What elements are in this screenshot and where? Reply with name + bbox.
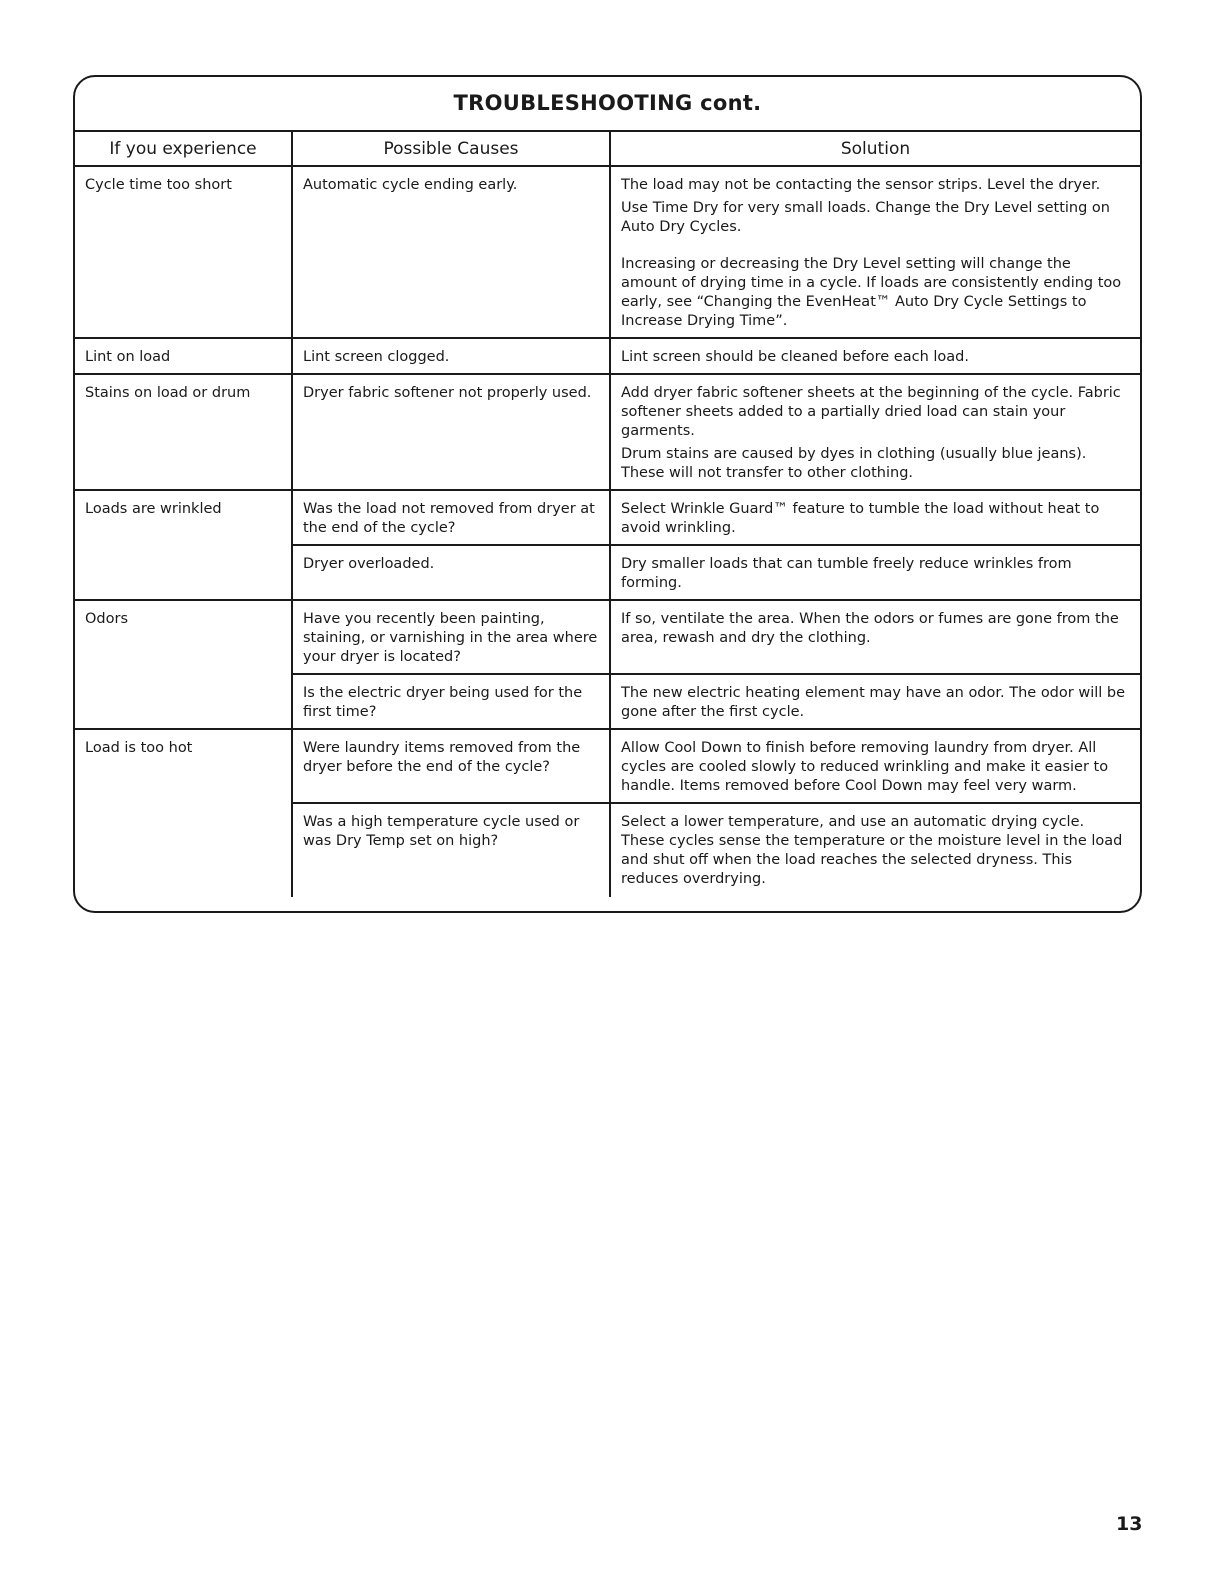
symptom-cell: Load is too hot <box>85 740 193 756</box>
table-row <box>75 374 1140 490</box>
page-number: 13 <box>1116 1513 1143 1535</box>
troubleshooting-panel <box>73 75 1142 913</box>
solution-text: Allow Cool Down to finish before removing laundry from dryer. All cycles are cooled slowly to reduced wrinkling and make it easier to handle. Items removed before Cool Down may feel very warm. <box>621 740 1109 794</box>
page-title: TROUBLESHOOTING cont. <box>75 77 1140 132</box>
solution-text: Use Time Dry for very small loads. Change the Dry Level setting on Auto Dry Cycles. <box>621 200 1110 235</box>
table-row <box>75 166 1140 338</box>
cause-cell: Is the electric dryer being used for the first time? <box>292 674 610 729</box>
column-header-solution: Solution <box>610 132 1140 166</box>
solution-text: Select a lower temperature, and use an automatic drying cycle. These cycles sense the temperature or the moisture level in the load and shut off when the load reaches the selected dryness. This reduces overdrying. <box>621 814 1123 887</box>
cause-cell: Dryer overloaded. <box>292 545 610 600</box>
symptom-cell: Odors <box>75 600 292 729</box>
symptom-cell: Stains on load or drum <box>75 374 292 490</box>
cause-cell: Have you recently been painting, staining, or varnishing in the area where your dryer is located? <box>292 600 610 674</box>
solution-cell <box>610 803 1140 897</box>
solution-text: Lint screen should be cleaned before each load. <box>621 349 969 365</box>
symptom-cell: Cycle time too short <box>75 166 292 338</box>
solution-text: Dry smaller loads that can tumble freely reduce wrinkles from forming. <box>621 556 1072 591</box>
table-row <box>75 338 1140 374</box>
solution-cell <box>610 729 1140 803</box>
solution-cell <box>610 545 1140 600</box>
column-header-causes: Possible Causes <box>292 132 610 166</box>
solution-cell <box>610 674 1140 729</box>
solution-text: Drum stains are caused by dyes in clothing (usually blue jeans). These will not transfer to other clothing. <box>621 446 1087 481</box>
solution-cell <box>610 374 1140 490</box>
symptom-cell: Loads are wrinkled <box>75 490 292 600</box>
solution-text: The load may not be contacting the sensor strips. Level the dryer. <box>621 177 1101 193</box>
solution-cell <box>610 490 1140 545</box>
table-row <box>75 729 1140 803</box>
troubleshooting-table <box>75 132 1140 897</box>
cause-cell: Was a high temperature cycle used or was Dry Temp set on high? <box>292 803 610 897</box>
cause-cell: Were laundry items removed from the dryer before the end of the cycle? <box>292 729 610 803</box>
cause-cell: Lint screen clogged. <box>292 338 610 374</box>
solution-cell <box>610 600 1140 674</box>
table-header-row <box>75 132 1140 166</box>
cause-cell: Automatic cycle ending early. <box>292 166 610 338</box>
solution-text: If so, ventilate the area. When the odors or fumes are gone from the area, rewash and dry the clothing. <box>621 611 1119 646</box>
solution-text: The new electric heating element may have an odor. The odor will be gone after the first cycle. <box>621 685 1126 720</box>
cause-cell: Was the load not removed from dryer at the end of the cycle? <box>292 490 610 545</box>
solution-text: Increasing or decreasing the Dry Level setting will change the amount of drying time in a cycle. If loads are consistently ending too early, see “Changing the EvenHeat™ Auto Dry Cycle Settings to Increase Drying Time”. <box>621 256 1122 329</box>
table-row <box>75 490 1140 545</box>
solution-cell <box>610 166 1140 338</box>
symptom-cell: Lint on load <box>75 338 292 374</box>
cause-cell: Dryer fabric softener not properly used. <box>292 374 610 490</box>
column-header-symptom: If you experience <box>75 132 292 166</box>
solution-cell <box>610 338 1140 374</box>
solution-text: Select Wrinkle Guard™ feature to tumble the load without heat to avoid wrinkling. <box>621 501 1100 536</box>
solution-text: Add dryer fabric softener sheets at the beginning of the cycle. Fabric softener sheets added to a partially dried load can stain your garments. <box>621 385 1121 439</box>
table-row <box>75 600 1140 674</box>
